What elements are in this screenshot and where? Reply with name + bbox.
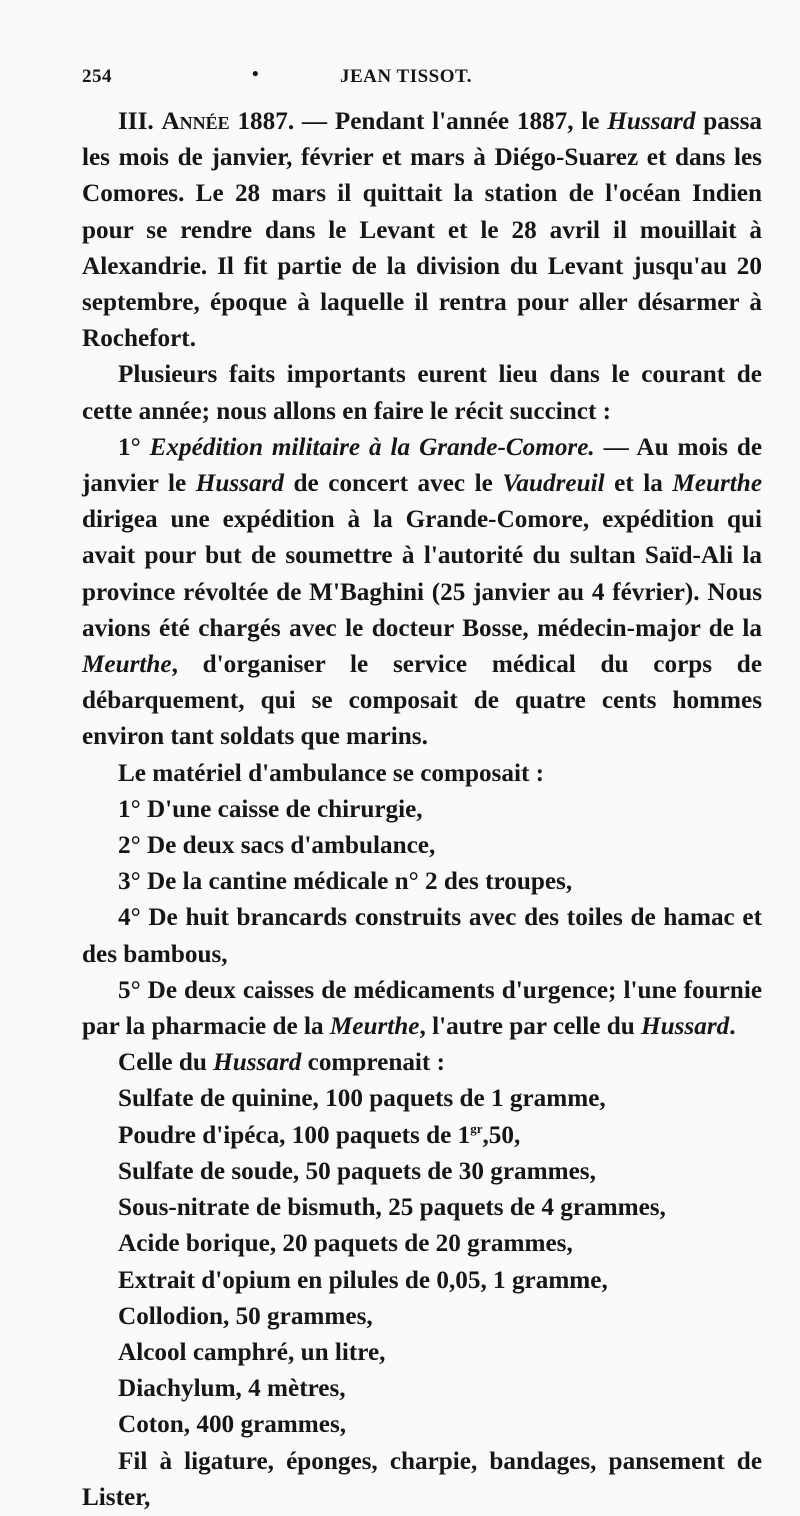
page-number: 254 bbox=[82, 66, 112, 87]
section-paragraph bbox=[82, 104, 762, 357]
page-header bbox=[82, 66, 754, 88]
expedition-paragraph bbox=[82, 430, 762, 756]
medication-item: Sulfate de quinine, 100 paquets de 1 gramme, bbox=[118, 1085, 606, 1113]
medication-item: Acide borique, 20 paquets de 20 grammes, bbox=[118, 1230, 573, 1258]
hussard-list-intro bbox=[82, 1045, 762, 1081]
section-label: Année bbox=[161, 108, 230, 135]
medication-item: Coton, 400 grammes, bbox=[118, 1411, 347, 1439]
ship-name: Meurthe bbox=[329, 1013, 420, 1041]
section-number: III. bbox=[118, 108, 154, 135]
running-title: JEAN TISSOT. bbox=[340, 66, 473, 87]
ambulance-item: 1° D'une caisse de chirurgie, bbox=[118, 795, 423, 823]
text-run: Poudre d'ipéca, 100 paquets de 1 bbox=[118, 1121, 471, 1149]
ambulance-item: 3° De la cantine médicale n° 2 des troupes, bbox=[118, 868, 573, 896]
text-run: 5° De deux caisses de médicaments d'urgence; l'une fournie par la pharmacie de la bbox=[82, 976, 762, 1041]
header-separator: • bbox=[252, 64, 260, 85]
ambulance-item bbox=[82, 973, 762, 1045]
medication-item bbox=[82, 1118, 762, 1154]
medication-item: Extrait d'opium en pilules de 0,05, 1 gramme, bbox=[118, 1266, 608, 1294]
medication-item: Sulfate de soude, 50 paquets de 30 grammes, bbox=[118, 1157, 596, 1185]
ambulance-intro: Le matériel d'ambulance se composait : bbox=[118, 759, 545, 787]
text-run: — Au mois de janvier le bbox=[82, 433, 763, 498]
ship-name: Meurthe bbox=[82, 651, 172, 679]
text-run: . bbox=[729, 1013, 736, 1041]
medication-item: Fil à ligature, éponges, charpie, bandages, pansement de Lister, bbox=[82, 1447, 762, 1511]
ship-name: Meurthe bbox=[672, 470, 762, 498]
text-run: , l'autre par celle du bbox=[419, 1013, 642, 1041]
item-number: 1° bbox=[118, 433, 141, 461]
ambulance-item: 2° De deux sacs d'ambulance, bbox=[118, 832, 436, 860]
ship-name: Hussard bbox=[641, 1013, 730, 1041]
text-run: dirigea une expédition à la Grande-Comore, expédition qui avait pour but de soumettre à l'autorité du sultan Saïd-Ali la province révoltée de M'Baghini (25 janvier au 4 février). Nous avions été chargés avec le docteur Bosse, médecin-major de la bbox=[82, 506, 762, 642]
section-intro: — Pendant l'année 1887, le bbox=[294, 108, 608, 135]
unit-superscript: gr bbox=[470, 1120, 483, 1136]
medication-item: Diachylum, 4 mètres, bbox=[118, 1375, 346, 1403]
medication-item: Alcool camphré, un litre, bbox=[118, 1338, 386, 1366]
section-year: 1887. bbox=[237, 108, 295, 135]
ship-name: Hussard bbox=[213, 1049, 302, 1077]
text-run: et la bbox=[604, 470, 673, 498]
section-text: passa les mois de janvier, février et mars à Diégo-Suarez et dans les Comores. Le 28 mars il quittait la station de l'océan Indien pour se rendre dans le Levant et le 28 avril il mouillait à Alexandrie. Il fit partie de la division du Levant jusqu'au 20 septembre, époque à laquelle il rentra pour aller désarmer à Rochefort. bbox=[82, 108, 762, 353]
expedition-title: Expédition militaire à la Grande-Comore. bbox=[149, 433, 595, 461]
text-run: ,50, bbox=[482, 1121, 521, 1149]
page-body bbox=[82, 104, 762, 1516]
text-run: Celle du bbox=[118, 1049, 214, 1077]
text-run: , d'organiser le service médical du corps de débarquement, qui se composait de quatre cents hommes environ tant soldats que marins. bbox=[82, 651, 762, 751]
ship-name: Vaudreuil bbox=[502, 470, 605, 498]
paragraph-2: Plusieurs faits importants eurent lieu dans le courant de cette année; nous allons en faire le récit succinct : bbox=[82, 361, 762, 425]
ship-name: Hussard bbox=[195, 470, 284, 498]
text-run: de concert avec le bbox=[283, 470, 503, 498]
text-run: comprenait : bbox=[301, 1049, 445, 1077]
medication-item: Collodion, 50 grammes, bbox=[118, 1302, 373, 1330]
ambulance-item: 4° De huit brancards construits avec des toiles de hamac et des bambous, bbox=[82, 904, 762, 968]
ship-name: Hussard bbox=[607, 108, 696, 135]
medication-item: Sous-nitrate de bismuth, 25 paquets de 4 grammes, bbox=[118, 1194, 666, 1222]
